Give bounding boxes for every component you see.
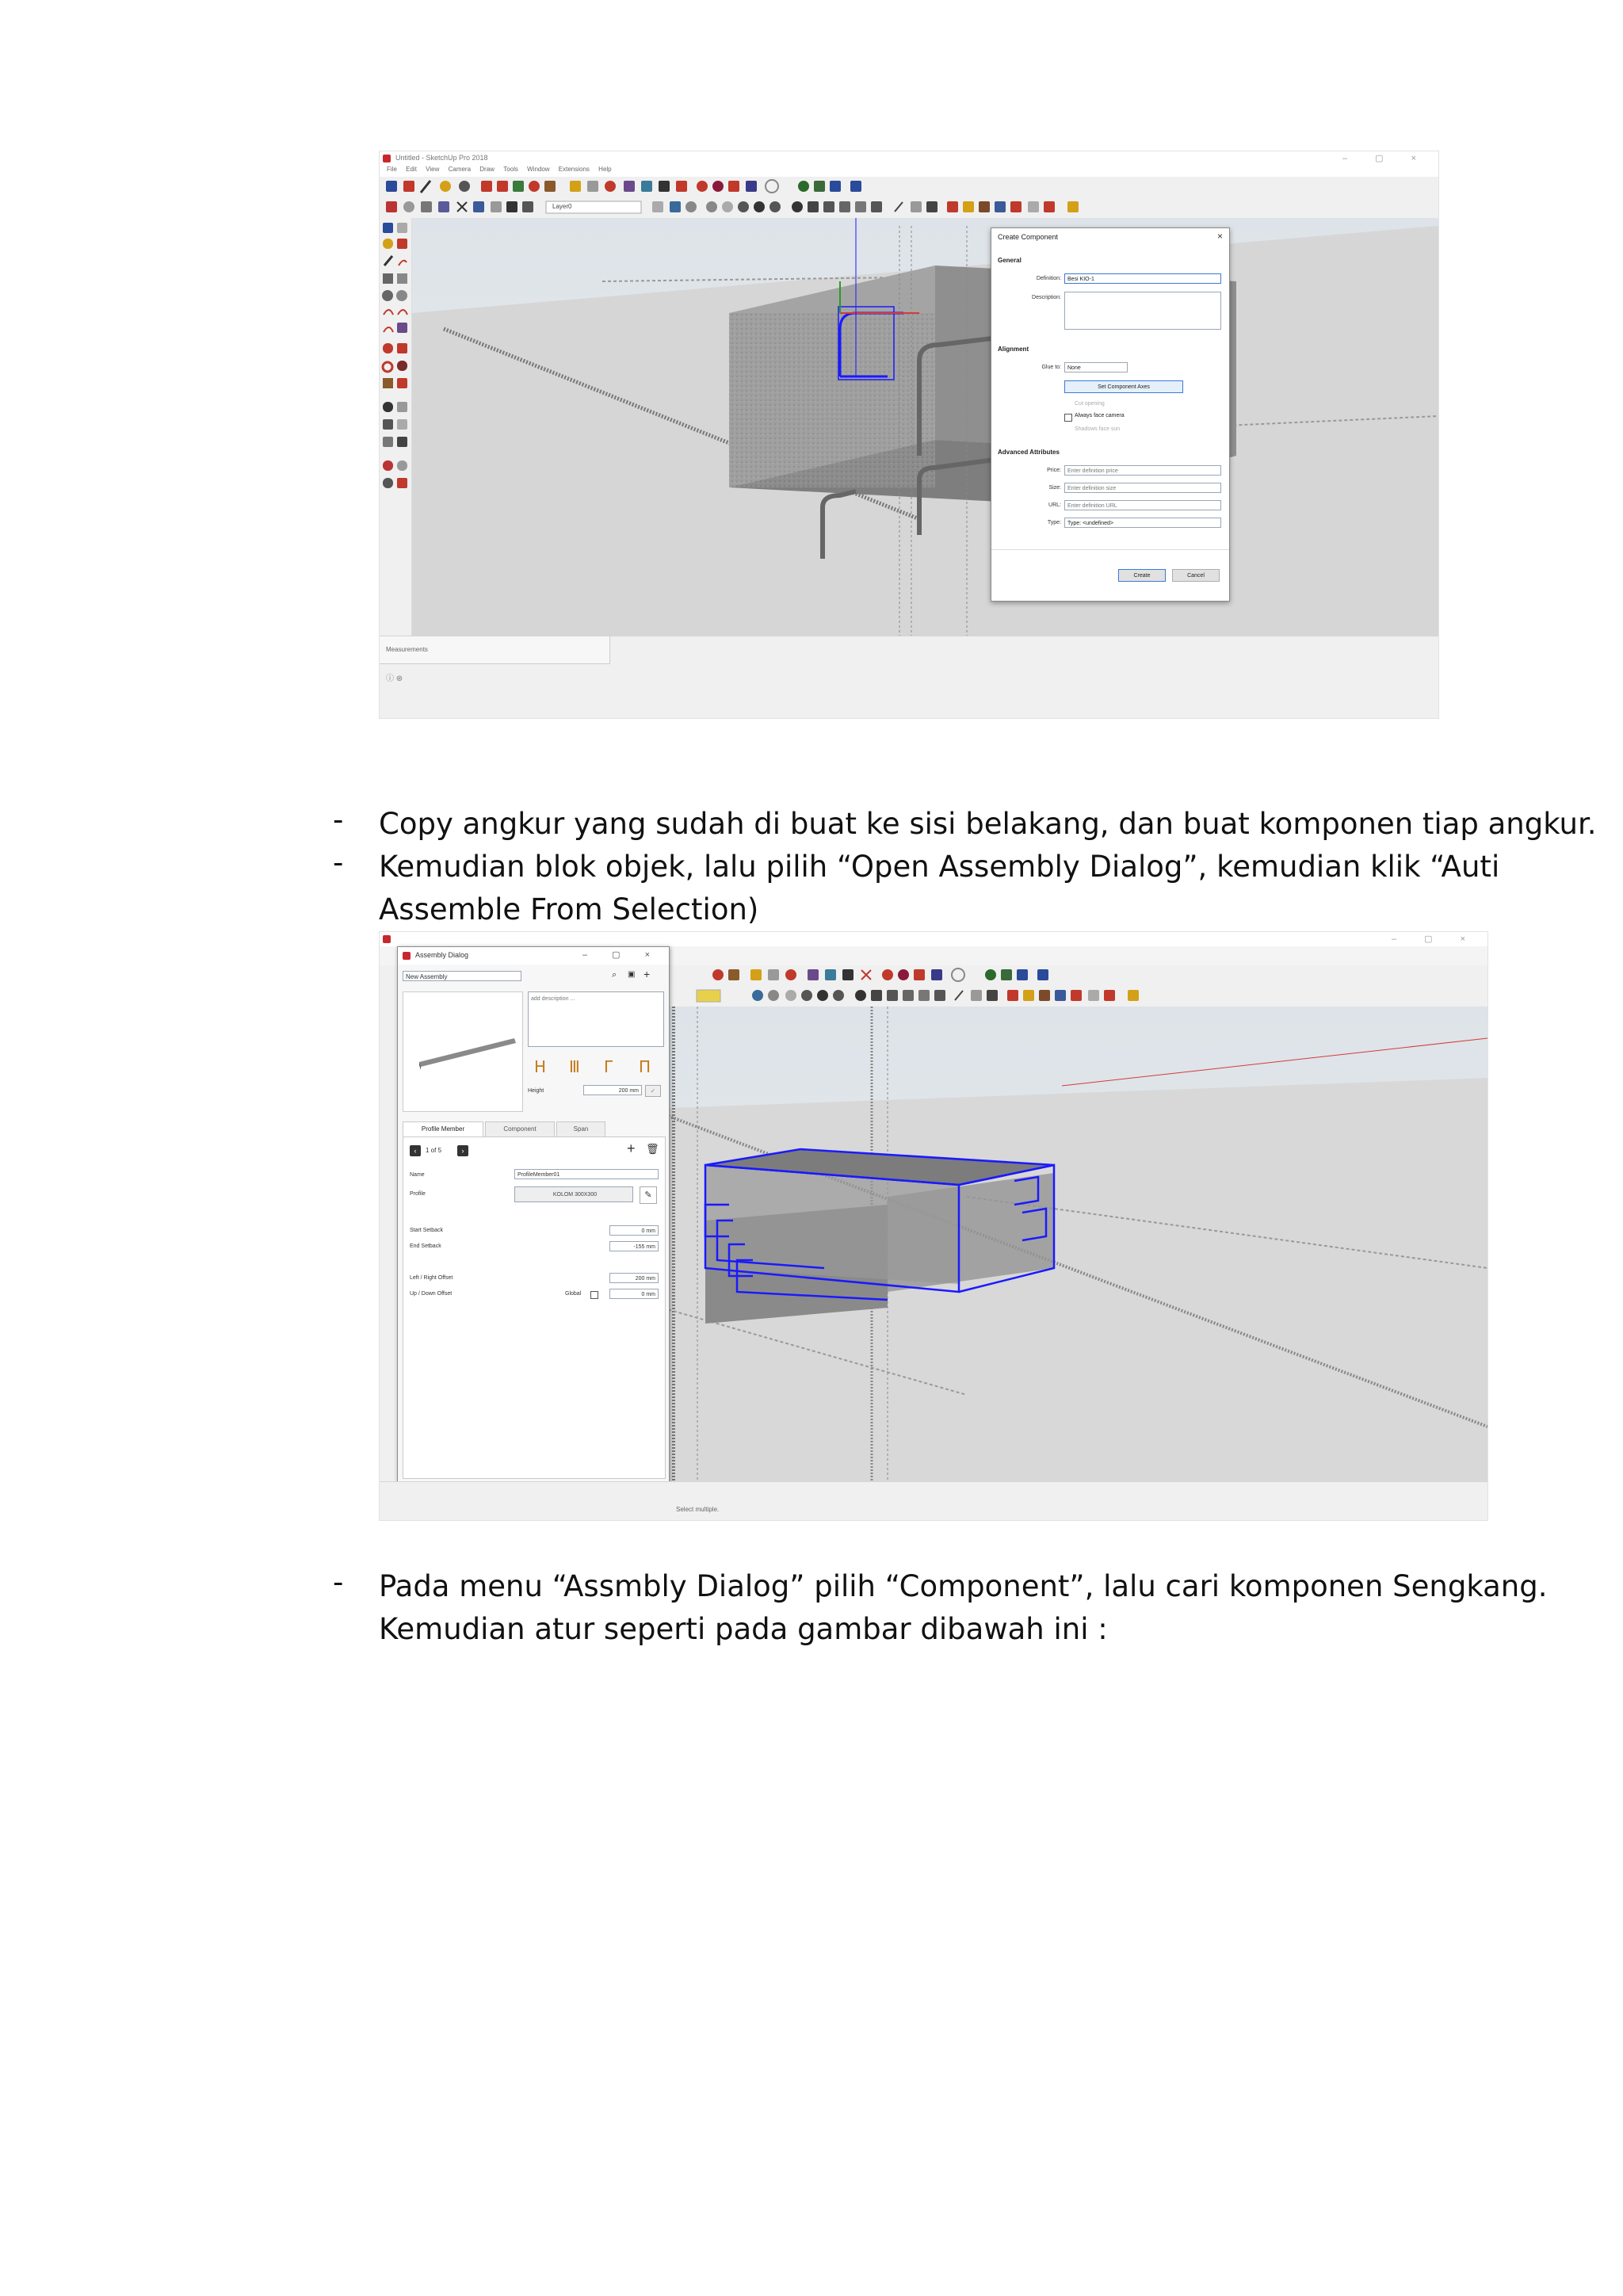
create-button[interactable]: Create	[1118, 569, 1166, 582]
add-member-icon[interactable]: +	[627, 1140, 636, 1156]
assembly-name-input[interactable]: New Assembly	[403, 971, 521, 981]
menu-draw[interactable]: Draw	[479, 166, 495, 173]
layer-dropdown[interactable]: Layer0	[552, 203, 572, 210]
definition-label: Definition:	[1036, 276, 1061, 281]
sketchup-logo-icon	[383, 935, 391, 943]
left-toolbar-icons[interactable]	[380, 218, 411, 636]
search-icon[interactable]: ⌕	[612, 970, 617, 980]
tab-span[interactable]: Span	[556, 1121, 605, 1137]
tab-component[interactable]: Component	[485, 1121, 555, 1137]
advanced-attributes-label: Advanced Attributes	[998, 449, 1060, 456]
up-down-offset-label: Up / Down Offset	[410, 1291, 453, 1297]
window-controls[interactable]: – ▢ ×	[1391, 934, 1478, 944]
svg-text:Π: Π	[639, 1057, 651, 1076]
profile-preview	[403, 991, 523, 1112]
cancel-button[interactable]: Cancel	[1172, 569, 1220, 582]
description-textarea[interactable]: add description ...	[528, 991, 664, 1047]
name-input[interactable]: ProfileMember01	[514, 1169, 659, 1179]
prev-icon[interactable]: ‹	[410, 1145, 421, 1156]
toolbar-icons-row-1[interactable]	[380, 177, 1438, 197]
size-input[interactable]: Enter definition size	[1064, 483, 1221, 493]
menu-edit[interactable]: Edit	[406, 166, 417, 173]
profile-select[interactable]: KOLOM 300X300	[514, 1186, 633, 1202]
start-setback-input[interactable]: 0 mm	[609, 1225, 659, 1236]
always-face-camera-checkbox[interactable]	[1064, 414, 1072, 422]
description-input[interactable]	[1064, 292, 1221, 330]
window-controls[interactable]: – ▢ ×	[1342, 154, 1429, 163]
status-info-icon[interactable]: ⓘ ⊛	[386, 674, 403, 683]
next-icon[interactable]: ›	[457, 1145, 468, 1156]
window-titlebar	[380, 151, 1438, 166]
edit-profile-icon[interactable]: ✎	[640, 1186, 657, 1204]
svg-text:H: H	[534, 1057, 547, 1076]
up-down-offset-input[interactable]: 0 mm	[609, 1289, 659, 1299]
sketchup-logo-icon	[383, 155, 391, 162]
profile-shape-icons[interactable]	[528, 1055, 664, 1079]
toolbar-row-1	[380, 177, 1438, 198]
dialog-divider	[991, 549, 1229, 550]
menu-camera[interactable]: Camera	[448, 166, 472, 173]
menu-file[interactable]: File	[387, 166, 397, 173]
type-select[interactable]: Type: <undefined>	[1064, 518, 1221, 528]
window-titlebar-2	[380, 932, 1487, 946]
model-drawing	[412, 218, 1438, 636]
window-title: Untitled - SketchUp Pro 2018	[395, 154, 488, 162]
close-icon[interactable]: ×	[1216, 231, 1223, 242]
toolbar-row-2	[380, 197, 1438, 219]
panel-title: Assembly Dialog	[415, 951, 469, 959]
left-right-offset-label: Left / Right Offset	[410, 1275, 453, 1281]
shadows-face-sun-label: Shadows face sun	[1075, 426, 1121, 432]
global-label: Global	[565, 1291, 582, 1297]
alignment-section-label: Alignment	[998, 346, 1029, 353]
glue-to-label: Glue to:	[1041, 365, 1061, 370]
name-label: Name	[410, 1172, 425, 1178]
bullet-dash-1: -	[333, 803, 344, 837]
left-toolbar	[380, 218, 412, 636]
pager-text: 1 of 5	[426, 1147, 442, 1154]
menu-help[interactable]: Help	[598, 166, 612, 173]
bullet-text-2-line-2: Assemble From Selection)	[379, 892, 759, 926]
dialog-title: Create Component	[998, 233, 1059, 241]
cut-opening-label: Cut opening	[1075, 401, 1105, 407]
start-setback-label: Start Setback	[410, 1228, 444, 1233]
toolbar-icons-row-2[interactable]	[380, 197, 1438, 218]
panel-window-controls[interactable]: – ▢ ×	[582, 950, 661, 960]
tab-profile-member[interactable]: Profile Member	[403, 1121, 483, 1137]
url-input[interactable]: Enter definition URL	[1064, 500, 1221, 510]
sketchup-screenshot-create-component	[379, 151, 1439, 719]
size-label: Size:	[1048, 485, 1061, 491]
menu-tools[interactable]: Tools	[503, 166, 518, 173]
menu-view[interactable]: View	[426, 166, 440, 173]
bullet-text-3-line-1: Pada menu “Assmbly Dialog” pilih “Component”, lalu cari komponen Sengkang.	[379, 1569, 1548, 1603]
assembly-dialog-panel	[397, 946, 670, 1515]
svg-text:Γ: Γ	[604, 1057, 613, 1076]
menu-extensions[interactable]: Extensions	[558, 166, 590, 173]
assembly-logo-icon	[403, 952, 411, 960]
status-bar	[380, 636, 1438, 718]
3d-viewport[interactable]	[412, 218, 1438, 636]
height-input[interactable]: 200 mm	[583, 1085, 642, 1095]
delete-icon[interactable]: 🗑	[646, 1143, 659, 1155]
end-setback-input[interactable]: -155 mm	[609, 1241, 659, 1251]
general-section-label: General	[998, 257, 1022, 264]
left-right-offset-input[interactable]: 200 mm	[609, 1273, 659, 1283]
bullet-dash-2: -	[333, 846, 344, 880]
set-component-axes-button[interactable]: Set Component Axes	[1064, 380, 1183, 393]
menu-window[interactable]: Window	[527, 166, 550, 173]
height-label: Height	[528, 1088, 544, 1094]
always-face-camera-label: Always face camera	[1075, 413, 1125, 418]
global-checkbox[interactable]	[590, 1291, 598, 1299]
price-label: Price:	[1047, 468, 1061, 473]
type-label: Type:	[1047, 520, 1061, 525]
sketchup-screenshot-assembly-dialog	[379, 931, 1488, 1521]
end-setback-label: End Setback	[410, 1244, 441, 1249]
glue-to-select[interactable]: None	[1064, 362, 1128, 372]
svg-text:Ⅲ: Ⅲ	[569, 1057, 580, 1076]
status-text: Select multiple.	[676, 1506, 720, 1513]
profile-label: Profile	[410, 1191, 426, 1197]
height-confirm-icon[interactable]: ✓	[645, 1085, 661, 1097]
bullet-dash-3: -	[333, 1565, 344, 1599]
tab-content	[403, 1137, 666, 1479]
bullet-text-2-line-1: Kemudian blok objek, lalu pilih “Open Assembly Dialog”, kemudian klik “Auti	[379, 850, 1500, 884]
definition-input[interactable]: Besi KIO-1	[1064, 273, 1221, 284]
toolbar-icon-group-1	[386, 180, 861, 193]
menu-bar	[380, 166, 1438, 177]
panel-titlebar	[398, 947, 669, 965]
add-icon[interactable]: +	[643, 968, 651, 980]
price-input[interactable]: Enter definition price	[1064, 465, 1221, 476]
save-icon[interactable]: ▣	[628, 970, 636, 979]
bullet-text-1: Copy angkur yang sudah di buat ke sisi belakang, dan buat komponen tiap angkur.	[379, 807, 1597, 841]
bullet-text-3-line-2: Kemudian atur seperti pada gambar dibawah ini :	[379, 1612, 1108, 1646]
beam-preview-image	[403, 992, 522, 1111]
url-label: URL:	[1048, 502, 1061, 508]
create-component-dialog	[991, 227, 1230, 602]
status-bar	[380, 1481, 1487, 1520]
description-label: Description:	[1032, 295, 1061, 300]
measurements-label: Measurements	[386, 646, 428, 653]
